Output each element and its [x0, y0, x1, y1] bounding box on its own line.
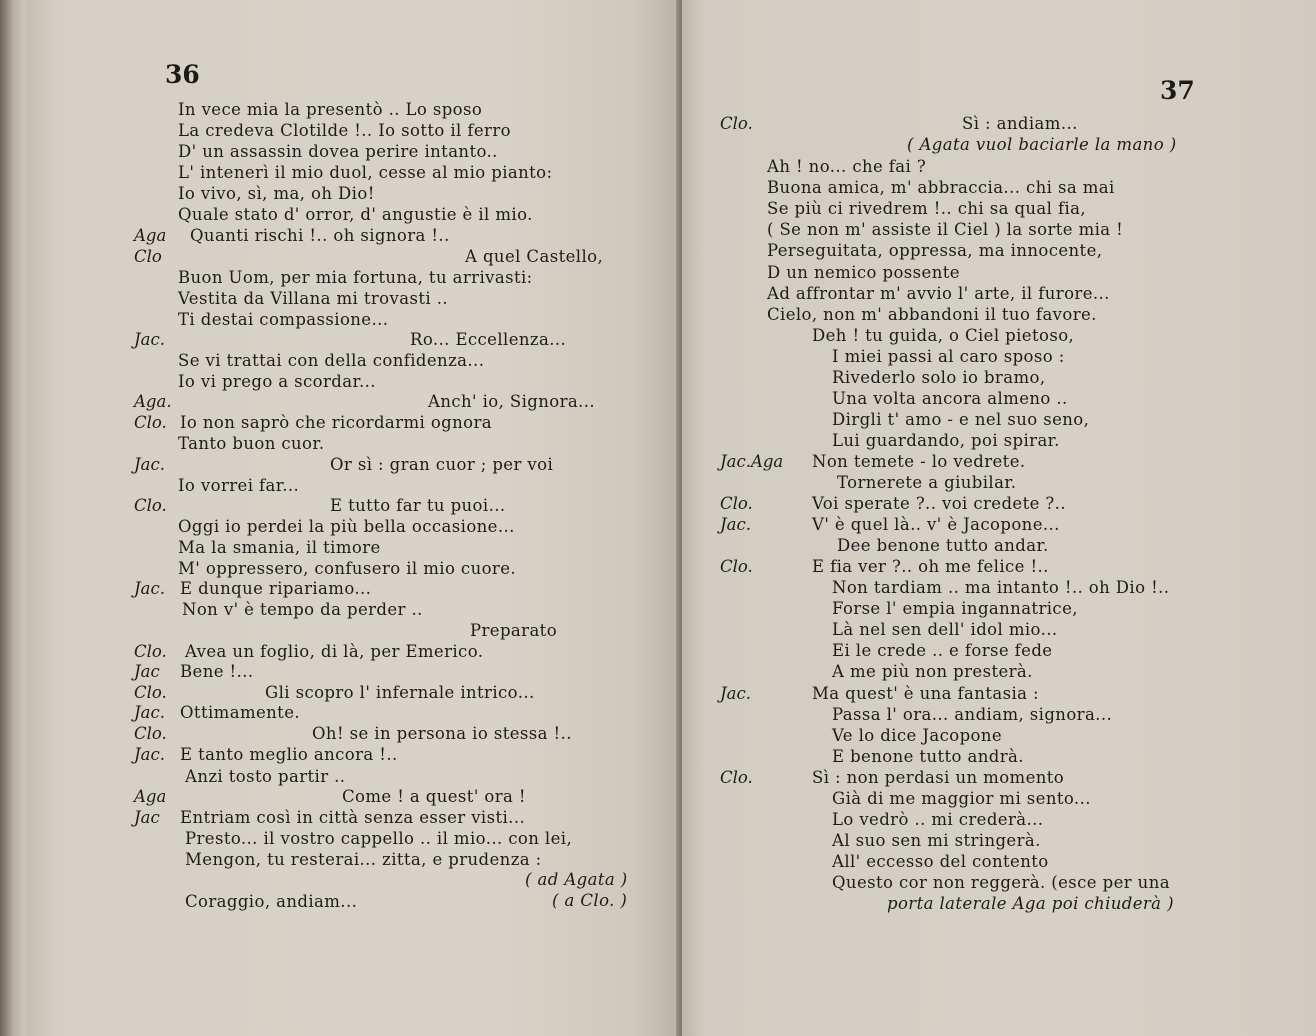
- verse-line: Sì : non perdasi un momento: [812, 768, 1065, 787]
- speaker-label: Clo.: [134, 683, 167, 702]
- verse-line: Quanti rischi !.. oh signora !..: [190, 226, 450, 245]
- verse-line: Entriam così in città senza esser visti...: [180, 808, 526, 827]
- verse-line: Lo vedrò .. mi crederà...: [832, 810, 1044, 829]
- verse-line: Anch' io, Signora...: [428, 392, 596, 411]
- verse-line: Vestita da Villana mi trovasti ..: [178, 289, 448, 308]
- verse-line: E tutto far tu puoi...: [330, 496, 506, 515]
- verse-line: Non v' è tempo da perder ..: [182, 600, 423, 619]
- verse-line: A quel Castello,: [465, 247, 604, 266]
- verse-line: Lui guardando, poi spirar.: [832, 431, 1060, 450]
- verse-line: E fia ver ?.. oh me felice !..: [812, 557, 1049, 576]
- left-page: [30, 0, 680, 1036]
- verse-line: Io vi prego a scordar...: [178, 372, 376, 391]
- speaker-label: Clo.: [720, 768, 753, 787]
- speaker-label: Jac.: [134, 330, 165, 349]
- verse-line: Rivederlo solo io bramo,: [832, 368, 1046, 387]
- verse-line: Non tardiam .. ma intanto !.. oh Dio !..: [832, 578, 1170, 597]
- stage-direction: porta laterale Aga poi chiuderà ): [887, 894, 1174, 913]
- verse-line: Passa l' ora... andiam, signora...: [832, 705, 1113, 724]
- verse-line: L' intenerì il mio duol, cesse al mio pianto:: [178, 163, 553, 182]
- verse-line: Ad affrontar m' avvio l' arte, il furore...: [767, 284, 1110, 303]
- verse-line: All' eccesso del contento: [832, 852, 1049, 871]
- verse-line: Io vorrei far...: [178, 476, 300, 495]
- verse-line: E dunque ripariamo...: [180, 579, 372, 598]
- verse-line: Al suo sen mi stringerà.: [832, 831, 1041, 850]
- verse-line: Se vi trattai con della confidenza...: [178, 351, 485, 370]
- verse-line: Questo cor non reggerà. (esce per una: [832, 873, 1170, 892]
- verse-line: E benone tutto andrà.: [832, 747, 1024, 766]
- speaker-label: Aga: [134, 226, 167, 245]
- verse-line: Buona amica, m' abbraccia... chi sa mai: [767, 178, 1115, 197]
- page-number-right: 37: [1160, 76, 1195, 105]
- verse-line: Perseguitata, oppressa, ma innocente,: [767, 241, 1103, 260]
- verse-line: Non temete - lo vedrete.: [812, 452, 1026, 471]
- verse-line: Dirgli t' amo - e nel suo seno,: [832, 410, 1090, 429]
- verse-line: Una volta ancora almeno ..: [832, 389, 1068, 408]
- speaker-label: Jac.Aga: [720, 452, 784, 471]
- verse-line: M' oppressero, confusero il mio cuore.: [178, 559, 517, 578]
- verse-line: Se più ci rivedrem !.. chi sa qual fia,: [767, 199, 1087, 218]
- verse-line: Coraggio, andiam...: [185, 892, 358, 911]
- verse-line: Ah ! no... che fai ?: [767, 157, 927, 176]
- stage-direction: ( Agata vuol baciarle la mano ): [907, 135, 1177, 154]
- right-page: [682, 0, 1316, 1036]
- speaker-label: Jac.: [134, 455, 165, 474]
- verse-line: I miei passi al caro sposo :: [832, 347, 1065, 366]
- verse-line: Anzi tosto partir ..: [185, 767, 346, 786]
- verse-line: Avea un foglio, di là, per Emerico.: [185, 642, 484, 661]
- verse-line: Buon Uom, per mia fortuna, tu arrivasti:: [178, 268, 533, 287]
- verse-line: Gli scopro l' infernale intrico...: [265, 683, 535, 702]
- speaker-label: Clo.: [720, 557, 753, 576]
- speaker-label: Jac.: [720, 684, 751, 703]
- verse-line: Oh! se in persona io stessa !..: [312, 724, 572, 743]
- verse-line: A me più non presterà.: [832, 662, 1033, 681]
- verse-line: Bene !...: [180, 662, 254, 681]
- verse-line: Già di me maggior mi sento...: [832, 789, 1091, 808]
- speaker-label: Jac.: [134, 579, 165, 598]
- verse-line: Oggi io perdei la più bella occasione...: [178, 517, 515, 536]
- speaker-label: Clo.: [134, 724, 167, 743]
- verse-line: Or sì : gran cuor ; per voi: [330, 455, 554, 474]
- speaker-label: Clo.: [134, 496, 167, 515]
- verse-line: Preparato: [470, 621, 558, 640]
- speaker-label: Clo.: [720, 494, 753, 513]
- verse-line: Dee benone tutto andar.: [837, 536, 1049, 555]
- verse-line: Ma la smania, il timore: [178, 538, 381, 557]
- verse-line: In vece mia la presentò .. Lo sposo: [178, 100, 483, 119]
- stage-direction: ( a Clo. ): [552, 891, 628, 910]
- verse-line: D un nemico possente: [767, 263, 960, 282]
- verse-line: Ottimamente.: [180, 703, 301, 722]
- verse-line: Ve lo dice Jacopone: [832, 726, 1003, 745]
- verse-line: Io vivo, sì, ma, oh Dio!: [178, 184, 375, 203]
- verse-line: V' è quel là.. v' è Jacopone...: [812, 515, 1060, 534]
- verse-line: Presto... il vostro cappello .. il mio... con lei,: [185, 829, 573, 848]
- speaker-label: Clo: [134, 247, 162, 266]
- verse-line: Ti destai compassione...: [178, 310, 389, 329]
- verse-line: Là nel sen dell' idol mio...: [832, 620, 1058, 639]
- verse-line: Mengon, tu resterai... zitta, e prudenza :: [185, 850, 542, 869]
- verse-line: Sì : andiam...: [962, 114, 1078, 133]
- verse-line: ( Se non m' assiste il Ciel ) la sorte mia !: [767, 220, 1124, 239]
- speaker-label: Aga.: [134, 392, 172, 411]
- speaker-label: Aga: [134, 787, 167, 806]
- speaker-label: Jac: [134, 808, 160, 827]
- verse-line: La credeva Clotilde !.. Io sotto il ferro: [178, 121, 511, 140]
- verse-line: Tanto buon cuor.: [178, 434, 325, 453]
- speaker-label: Clo.: [134, 642, 167, 661]
- verse-line: Ro... Eccellenza...: [410, 330, 567, 349]
- book-edge: [0, 0, 34, 1036]
- speaker-label: Clo.: [134, 413, 167, 432]
- verse-line: Ma quest' è una fantasia :: [812, 684, 1039, 703]
- verse-line: Cielo, non m' abbandoni il tuo favore.: [767, 305, 1097, 324]
- verse-line: Quale stato d' orror, d' angustie è il mio.: [178, 205, 533, 224]
- speaker-label: Clo.: [720, 114, 753, 133]
- verse-line: E tanto meglio ancora !..: [180, 745, 398, 764]
- speaker-label: Jac.: [720, 515, 751, 534]
- speaker-label: Jac: [134, 662, 160, 681]
- speaker-label: Jac.: [134, 703, 165, 722]
- verse-line: Ei le crede .. e forse fede: [832, 641, 1053, 660]
- page-number-left: 36: [165, 60, 200, 89]
- verse-line: Tornerete a giubilar.: [837, 473, 1017, 492]
- verse-line: Forse l' empia ingannatrice,: [832, 599, 1078, 618]
- stage-direction: ( ad Agata ): [525, 870, 628, 889]
- speaker-label: Jac.: [134, 745, 165, 764]
- verse-line: Voi sperate ?.. voi credete ?..: [812, 494, 1066, 513]
- verse-line: Deh ! tu guida, o Ciel pietoso,: [812, 326, 1075, 345]
- verse-line: Io non saprò che ricordarmi ognora: [180, 413, 493, 432]
- verse-line: D' un assassin dovea perire intanto..: [178, 142, 498, 161]
- verse-line: Come ! a quest' ora !: [342, 787, 526, 806]
